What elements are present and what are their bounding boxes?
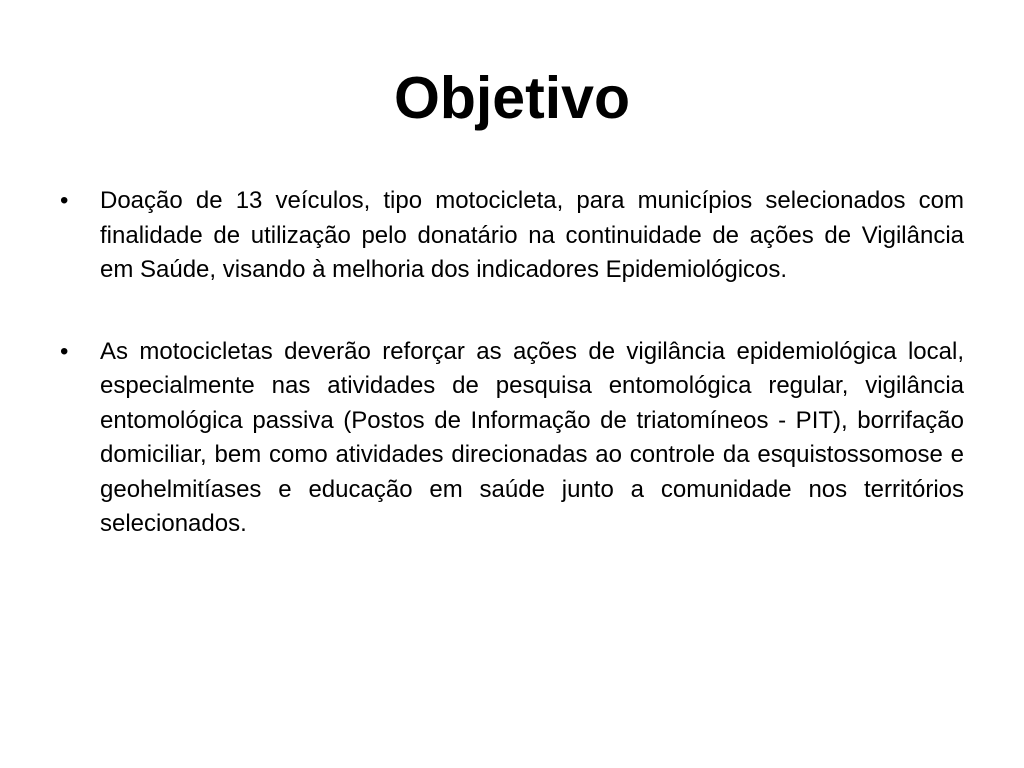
bullet-list — [60, 184, 964, 589]
bullet-text: As motocicletas deverão reforçar as ações de vigilância epidemiológica local, especialmente nas atividades de pesquisa entomológica regular, vigilância entomológica passiva (Postos de Informação de triatomíneos - PIT), borrifação domiciliar, bem como atividades direcionadas ao controle da esquistossomose e geohelmitíases e educação em saúde junto a comunidade nos territórios selecionados. — [100, 337, 964, 537]
bullet-icon: • — [60, 187, 69, 214]
bullet-item — [60, 335, 964, 542]
bullet-text: Doação de 13 veículos, tipo motocicleta, para municípios selecionados com finalidade de utilização pelo donatário na continuidade de ações de Vigilância em Saúde, visando à melhoria dos indicadores Epidemiológicos. — [100, 187, 964, 283]
bullet-icon: • — [60, 337, 69, 365]
bullet-item — [60, 184, 964, 288]
slide-title: Objetivo — [393, 65, 631, 131]
